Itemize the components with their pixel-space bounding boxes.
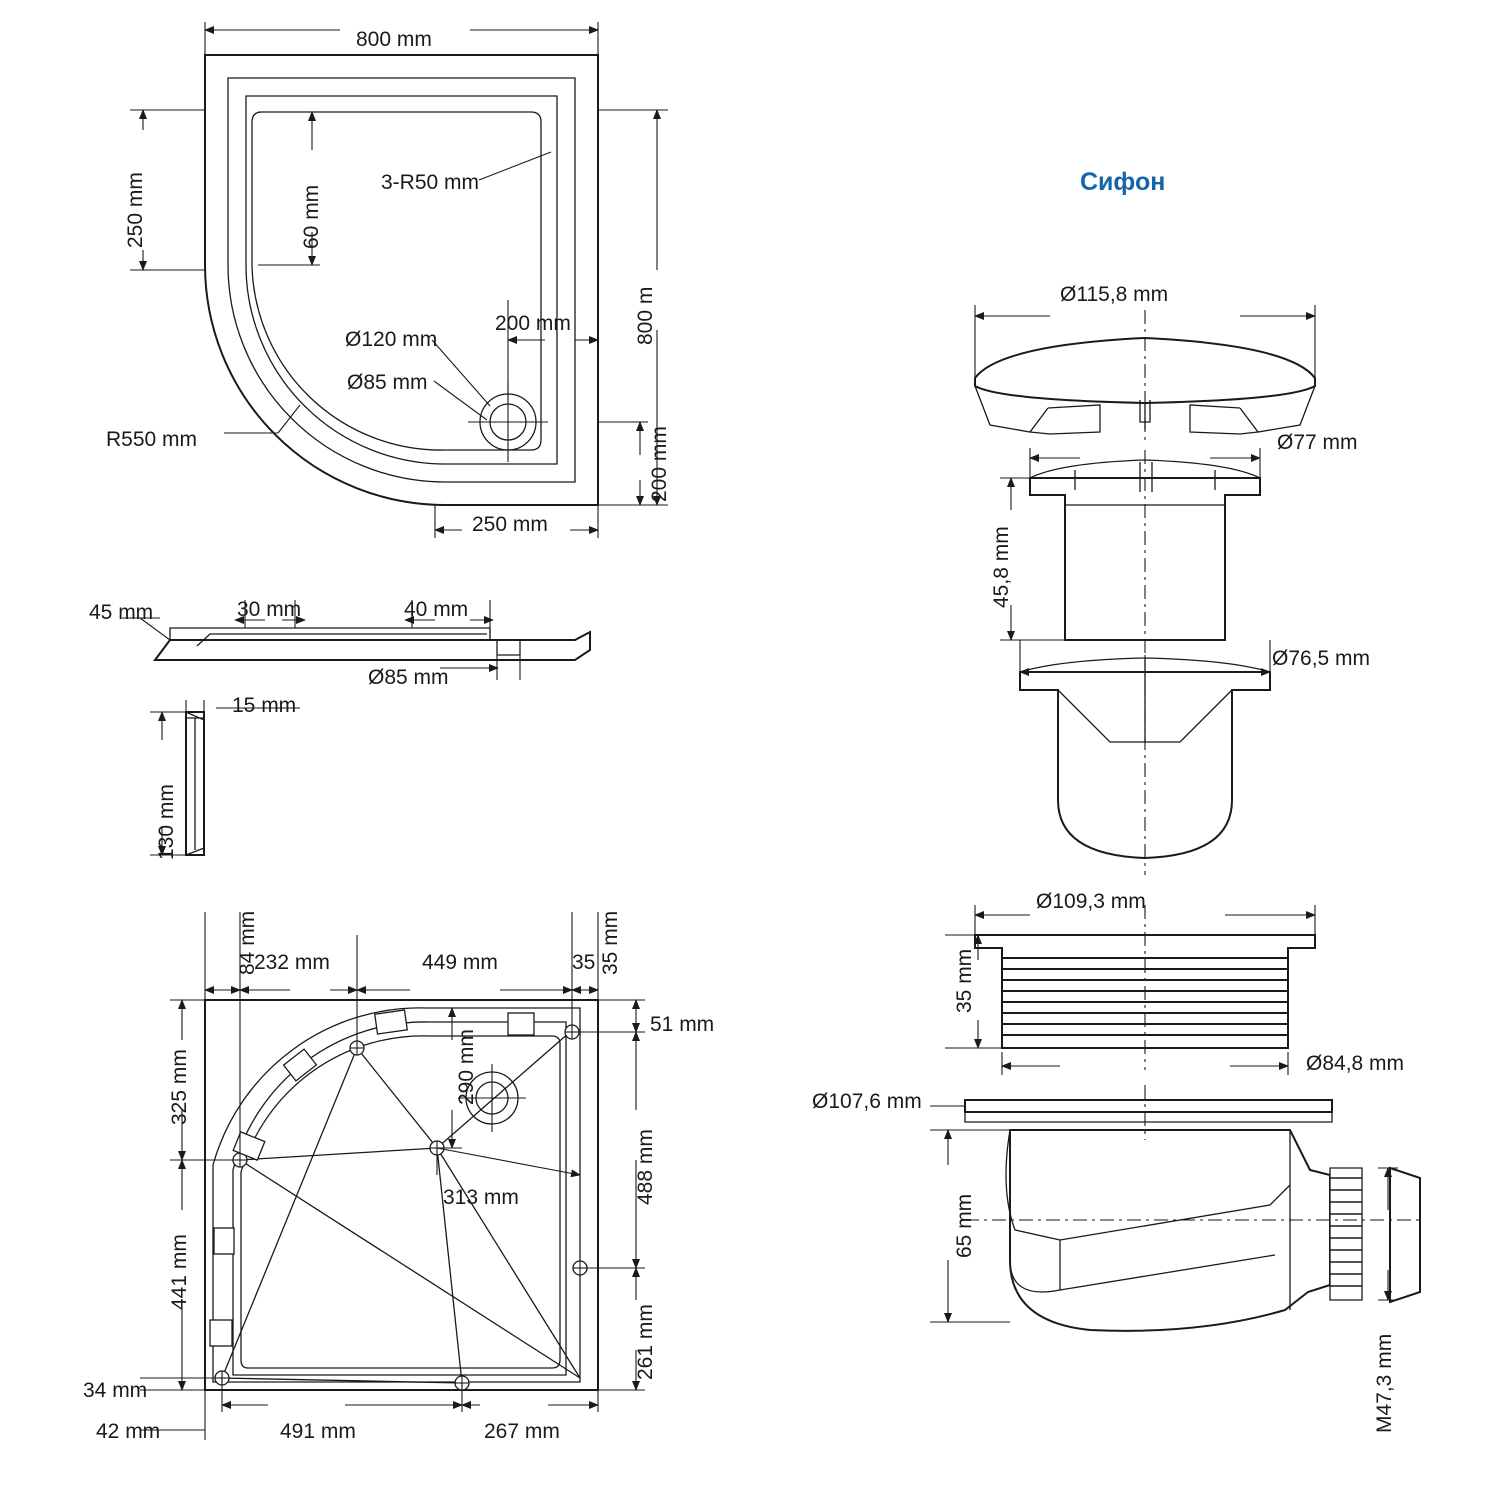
dim-label-b-232: 232 mm bbox=[254, 951, 330, 974]
dim-label-height-800: 800 m bbox=[634, 286, 657, 345]
dim-label-edge-30: 30 mm bbox=[237, 598, 302, 621]
siphon-flange-geometry bbox=[1030, 450, 1260, 660]
dim-label-drain-85: Ø85 mm bbox=[368, 666, 449, 689]
dim-label-leg-130: 130 mm bbox=[155, 784, 178, 860]
dim-label-siphon-45-8: 45,8 mm bbox=[990, 526, 1013, 608]
leg-detail-geometry bbox=[186, 712, 204, 855]
section-title-siphon: Сифон bbox=[1080, 168, 1166, 196]
dim-label-b-34: 34 mm bbox=[83, 1379, 148, 1402]
dim-label-siphon-65: 65 mm bbox=[953, 1193, 976, 1258]
dim-label-siphon-115-8: Ø115,8 mm bbox=[1060, 283, 1169, 306]
dim-label-radius-550: R550 mm bbox=[106, 428, 198, 451]
dim-label-b-261: 261 mm bbox=[634, 1304, 657, 1380]
dim-label-b-491: 491 mm bbox=[280, 1420, 356, 1443]
side-profile-geometry bbox=[155, 628, 590, 660]
dim-label-siphon-35: 35 mm bbox=[953, 948, 976, 1013]
dim-label-b-441: 441 mm bbox=[168, 1234, 191, 1310]
dim-label-b-51: 51 mm bbox=[650, 1013, 715, 1036]
dim-label-siphon-76-5: Ø76,5 mm bbox=[1272, 647, 1371, 670]
dim-label-offset-200-horizontal: 200 mm bbox=[495, 312, 571, 335]
dim-label-inner-60: 60 mm bbox=[300, 184, 323, 249]
dim-label-b-449: 449 mm bbox=[422, 951, 498, 974]
dim-label-b-267: 267 mm bbox=[484, 1420, 560, 1443]
top-view-geometry bbox=[205, 55, 598, 505]
dim-label-leg-15: 15 mm bbox=[232, 694, 297, 717]
dim-label-offset-200-vertical: 200 mm bbox=[648, 426, 671, 502]
dim-label-b-35: 35 bbox=[572, 951, 596, 974]
bottom-view-geometry bbox=[205, 1000, 598, 1390]
dim-label-edge-40: 40 mm bbox=[404, 598, 469, 621]
dim-label-b-313: 313 mm bbox=[443, 1186, 519, 1209]
dim-label-siphon-107-6: Ø107,6 mm bbox=[812, 1090, 922, 1113]
dim-label-width-800: 800 mm bbox=[356, 28, 432, 51]
dim-label-b-325: 325 mm bbox=[168, 1049, 191, 1125]
dim-label-left-250: 250 mm bbox=[124, 172, 147, 248]
dim-label-b-290: 290 mm bbox=[455, 1029, 478, 1105]
dim-label-siphon-84-8: Ø84,8 mm bbox=[1306, 1052, 1405, 1075]
siphon-bell-geometry bbox=[1020, 655, 1270, 875]
top-view-dimensions bbox=[130, 22, 668, 538]
siphon-threaded-sleeve-geometry bbox=[975, 905, 1315, 1070]
siphon-cap-geometry bbox=[975, 310, 1315, 445]
dim-label-siphon-77: Ø77 mm bbox=[1277, 431, 1358, 454]
dim-label-diameter-85-top: Ø85 mm bbox=[347, 371, 428, 394]
dim-label-offset-250: 250 mm bbox=[472, 513, 548, 536]
dim-label-b-488: 488 mm bbox=[634, 1129, 657, 1205]
dim-label-siphon-109-3: Ø109,3 mm bbox=[1036, 890, 1146, 913]
dim-label-edge-45: 45 mm bbox=[89, 601, 154, 624]
dim-label-3-r50: 3-R50 mm bbox=[381, 171, 480, 194]
dim-label-b-35-vertical: 35 mm bbox=[599, 910, 622, 975]
dim-label-diameter-120: Ø120 mm bbox=[345, 328, 438, 351]
dim-label-b-84: 84 mm bbox=[236, 910, 259, 975]
dim-label-b-42: 42 mm bbox=[96, 1420, 161, 1443]
siphon-trap-geometry bbox=[965, 1085, 1420, 1331]
dim-label-siphon-m47-3: M47,3 mm bbox=[1373, 1333, 1396, 1433]
